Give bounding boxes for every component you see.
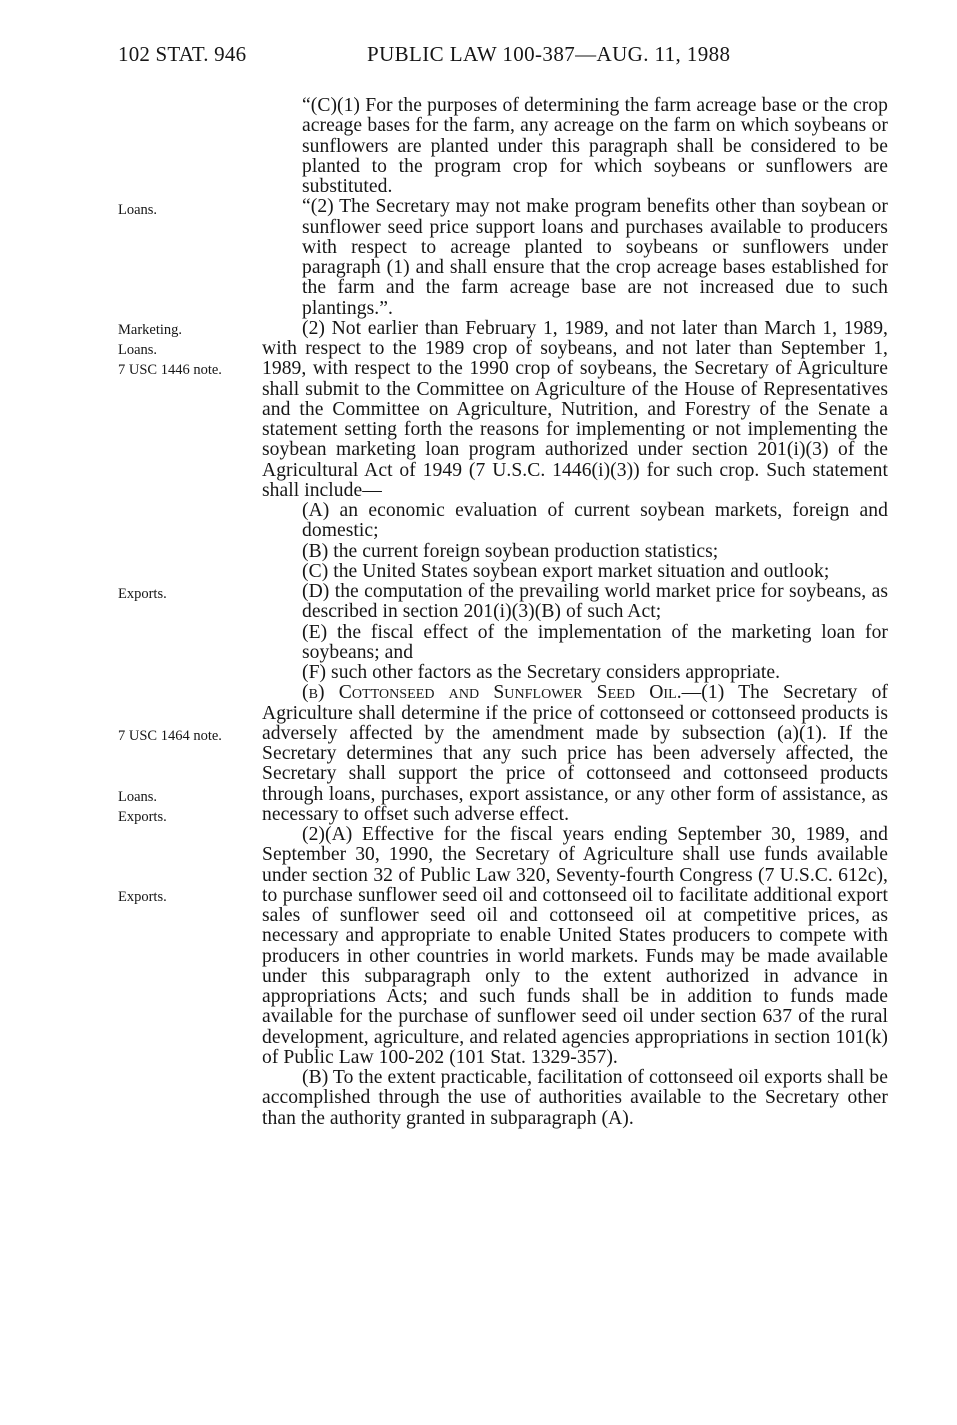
- paragraph-c1: “(C)(1) For the purposes of determining the farm acreage base or the crop acreage bases for the farm, any acreage on the farm on which soybeans or sunflowers are planted under this paragraph shall be considered to be planted to the program crop for which soybeans or sunflowers are substituted.: [302, 95, 888, 197]
- list-item-e: (E) the fiscal effect of the implementation of the marketing loan for soybeans; and: [302, 621, 888, 663]
- subsection-b-heading: (b) Cottonseed and Sunflower Seed Oil.: [302, 682, 682, 704]
- list-item-f: (F) such other factors as the Secretary considers appropriate.: [302, 662, 781, 683]
- margin-note-exports: Exports.: [118, 809, 167, 825]
- margin-note-usc-1464: 7 USC 1464 note.: [118, 728, 222, 744]
- public-law-reference: PUBLIC LAW 100-387—AUG. 11, 1988: [367, 42, 731, 66]
- margin-note-exports: Exports.: [118, 889, 167, 905]
- subsection-b-1-text: —(1) The Secretary of Agriculture shall determine if the price of cottonseed or cottonseed products is adversely affected by the amendment made by subsection (a)(1). If the Secretary determines that any such price has been adversely affected, the Secretary shall support the price of cottonseed and cottonseed products through loans, purchases, export assistance, or any other form of assistance, as necessary to offset such adverse effect.: [262, 682, 888, 825]
- margin-note-marketing: Marketing.: [118, 322, 183, 338]
- margin-note-usc-1446: 7 USC 1446 note.: [118, 362, 222, 378]
- margin-note-loans: Loans.: [118, 342, 158, 358]
- margin-note-exports: Exports.: [118, 586, 167, 602]
- subsection-b-1: [262, 683, 888, 825]
- list-item-a: (A) an economic evaluation of current soybean markets, foreign and domestic;: [302, 500, 888, 542]
- margin-note-loans: Loans.: [118, 789, 158, 805]
- list-item-b: (B) the current foreign soybean production statistics;: [302, 540, 719, 562]
- statute-page-reference: 102 STAT. 946: [118, 42, 247, 66]
- list-item-d: (D) the computation of the prevailing world market price for soybeans, as described in section 201(i)(3)(B) of such Act;: [302, 581, 888, 623]
- statute-body: [262, 96, 888, 1129]
- page-header: [118, 42, 888, 72]
- margin-note-loans: Loans.: [118, 202, 158, 218]
- subsection-b-2a: (2)(A) Effective for the fiscal years ending September 30, 1989, and September 30, 1990, the Secretary of Agriculture shall use funds available under section 32 of Public Law 320, Seventy-fourth Congress (7 U.S.C. 612c), to purchase sunflower seed oil and cottonseed oil to facilitate additional export sales of sunflower seed oil and cottonseed oil at competitive prices, as necessary and appropriate to enable United States producers to compete with producers in other countries in world markets. Funds may be made available under this subparagraph only to the extent authorized in advance in appropriations Acts; and such funds shall be in addition to funds made available for the purchase of sunflower seed oil under section 637 of the rural development, agriculture, and related agencies appropriations in section 101(k) of Public Law 100-202 (101 Stat. 1329-357).: [262, 824, 888, 1068]
- list-item-c: (C) the United States soybean export market situation and outlook;: [302, 560, 830, 582]
- subsection-b-2b: (B) To the extent practicable, facilitation of cottonseed oil exports shall be accomplished through the use of authorities available to the Secretary other than the authority granted in subparagraph (A).: [262, 1067, 888, 1129]
- paragraph-c2: “(2) The Secretary may not make program benefits other than soybean or sunflower seed price support loans and purchases available to producers with respect to acreage planted to soybeans or sunflowers under paragraph (1) and shall ensure that the crop acreage bases established for the farm and the farm acreage base are not increased due to such plantings.”.: [302, 196, 888, 319]
- paragraph-2: (2) Not earlier than February 1, 1989, and not later than March 1, 1989, with respect to the 1989 crop of soybeans, and not later than September 1, 1989, with respect to the 1990 crop of soybeans, the Secretary of Agriculture shall submit to the Committee on Agriculture of the House of Representatives and the Committee on Agriculture, Nutrition, and Forestry of the Senate a statement setting forth the reasons for implementing or not implementing the soybean marketing loan program authorized under section 201(i)(3) of the Agricultural Act of 1949 (7 U.S.C. 1446(i)(3)) for such crop. Such statement shall include—: [262, 317, 888, 501]
